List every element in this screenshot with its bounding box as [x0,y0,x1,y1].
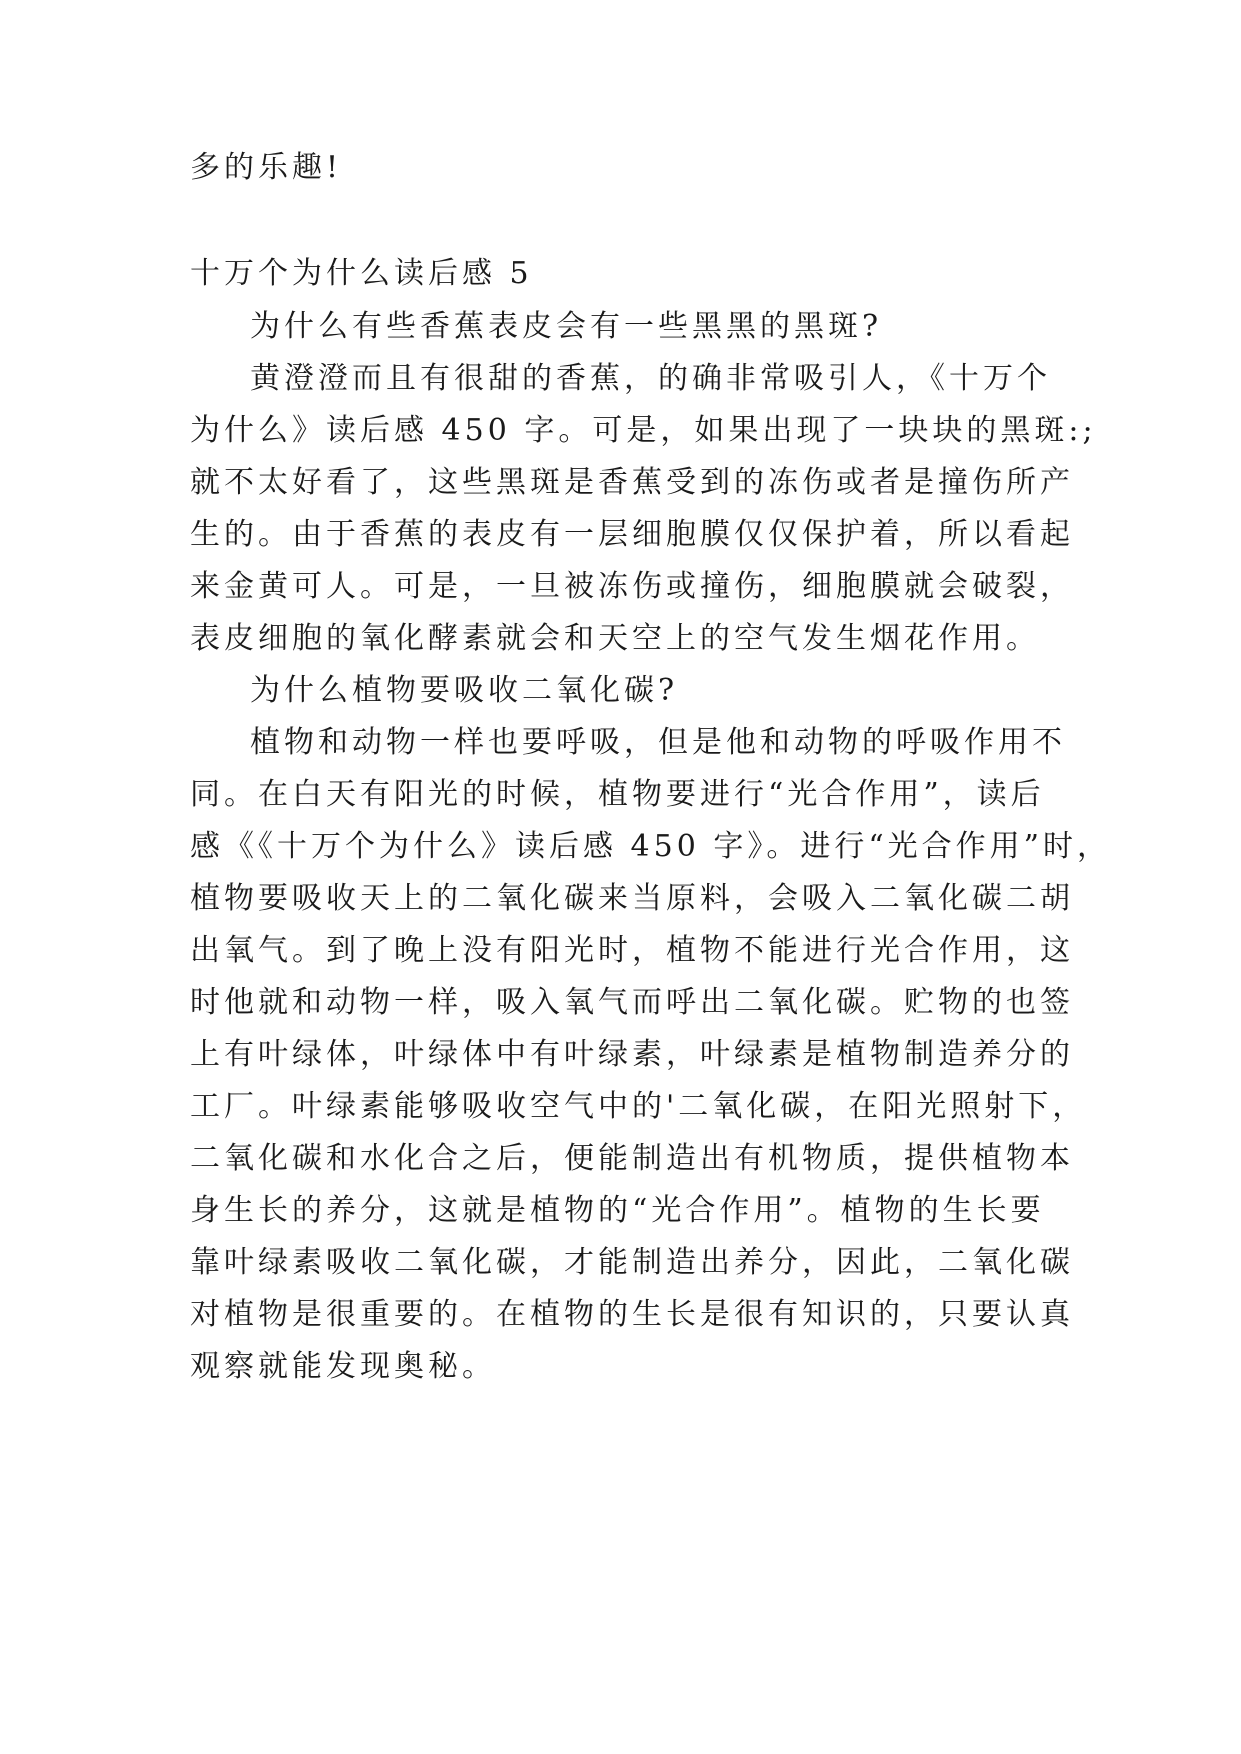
paragraph-1-line: 为什么》读后感 450 字。可是，如果出现了一块块的黑斑:; [190,413,1097,448]
paragraph-1-line: 生的。由于香蕉的表皮有一层细胞膜仅仅保护着，所以看起 [190,517,1074,552]
paragraph-2-line: 植物要吸收天上的二氧化碳来当原料，会吸入二氧化碳二胡 [190,881,1074,916]
paragraph-2-line: 感《《十万个为什么》读后感 450 字》。进行“光合作用”时， [190,829,1112,864]
paragraph-2-line: 植物和动物一样也要呼吸，但是他和动物的呼吸作用不 [250,725,1066,760]
section-title: 十万个为什么读后感 5 [190,256,533,291]
paragraph-2-line: 靠叶绿素吸收二氧化碳，才能制造出养分，因此，二氧化碳 [190,1245,1074,1280]
paragraph-2-line: 工厂。叶绿素能够吸收空气中的'二氧化碳，在阳光照射下， [190,1089,1087,1124]
question-heading-1: 为什么有些香蕉表皮会有一些黑黑的黑斑? [250,309,883,344]
paragraph-2-line: 观察就能发现奥秘。 [190,1349,496,1384]
paragraph-2-line: 对植物是很重要的。在植物的生长是很有知识的，只要认真 [190,1297,1074,1332]
paragraph-2-line: 二氧化碳和水化合之后，便能制造出有机物质，提供植物本 [190,1141,1074,1176]
paragraph-1-line: 表皮细胞的氧化酵素就会和天空上的空气发生烟花作用。 [190,621,1040,656]
continuation-line: 多的乐趣! [190,150,343,185]
paragraph-1-line: 黄澄澄而且有很甜的香蕉，的确非常吸引人，《十万个 [250,361,1051,396]
paragraph-2-line: 时他就和动物一样，吸入氧气而呼出二氧化碳。贮物的也签 [190,985,1074,1020]
paragraph-2-line: 出氧气。到了晚上没有阳光时，植物不能进行光合作用，这 [190,933,1074,968]
question-heading-2: 为什么植物要吸收二氧化碳? [250,673,679,708]
paragraph-2-line: 身生长的养分，这就是植物的“光合作用”。植物的生长要 [190,1193,1045,1228]
paragraph-2-line: 上有叶绿体，叶绿体中有叶绿素，叶绿素是植物制造养分的 [190,1037,1074,1072]
paragraph-2-line: 同。在白天有阳光的时候，植物要进行“光合作用”，读后 [190,777,1045,812]
paragraph-1-line: 来金黄可人。可是，一旦被冻伤或撞伤，细胞膜就会破裂， [190,569,1074,604]
paragraph-1-line: 就不太好看了，这些黑斑是香蕉受到的冻伤或者是撞伤所产 [190,465,1074,500]
